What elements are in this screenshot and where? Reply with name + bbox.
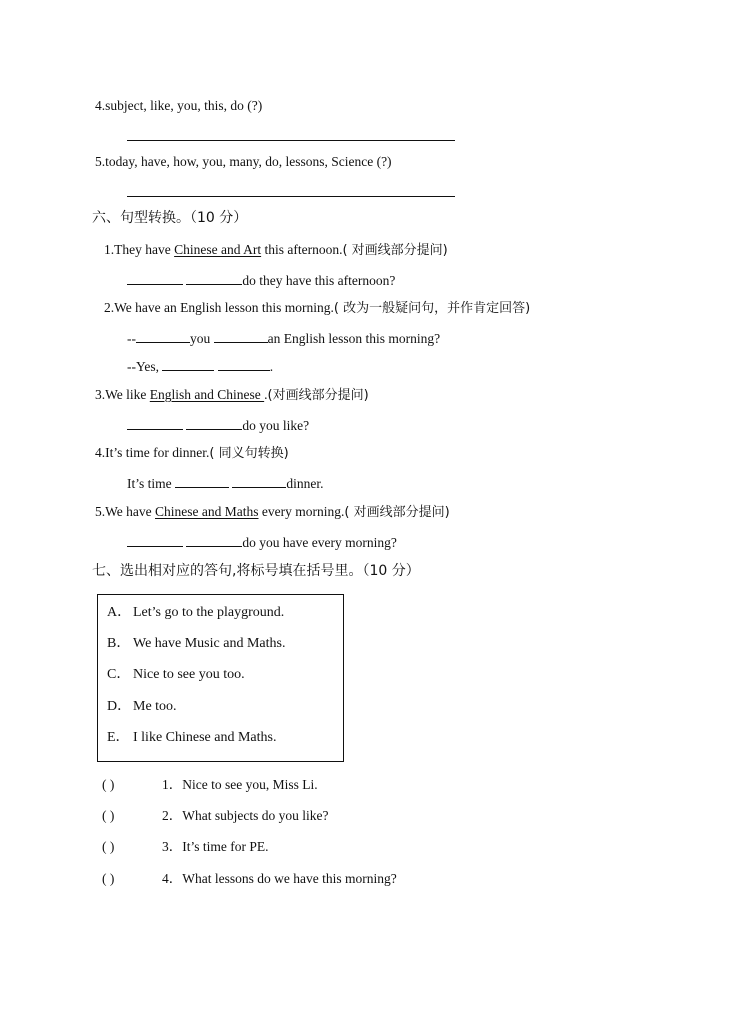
blank[interactable]: [136, 329, 190, 343]
s6-q4: [95, 444, 289, 463]
blank[interactable]: [175, 474, 229, 488]
blank[interactable]: [186, 533, 242, 547]
s6-q5-underlined: Chinese and Maths: [155, 504, 259, 519]
s6-q3-answer: [127, 416, 309, 435]
s6-q3-answer-tail: do you like?: [242, 418, 310, 433]
s6-q1-note: ( 对画线部分提问): [342, 243, 448, 258]
s6-q4-note: ( 同义句转换): [209, 446, 289, 461]
s6-q5-answer: [127, 533, 397, 552]
s6-q4-answer: [127, 474, 324, 493]
option-b: [107, 632, 285, 652]
option-key: C．: [107, 667, 131, 682]
s6-q2-a2-end: .: [269, 359, 274, 374]
option-key: A．: [107, 605, 132, 620]
answer-brackets[interactable]: ( ): [102, 808, 115, 823]
s7-question-text: 4．What lessons do we have this morning?: [162, 871, 397, 886]
s6-q5-post: every morning.: [258, 504, 345, 519]
answer-brackets[interactable]: ( ): [102, 777, 115, 792]
s6-q5-answer-tail: do you have every morning?: [242, 535, 397, 550]
blank[interactable]: [127, 533, 183, 547]
s7-question-2: [102, 807, 328, 825]
s7-question-text: 3．It’s time for PE.: [162, 839, 269, 854]
option-text: Let’s go to the playground.: [133, 605, 285, 620]
s6-q1: [104, 241, 448, 260]
blank[interactable]: [186, 416, 242, 430]
s6-q2: [104, 299, 530, 318]
blank[interactable]: [127, 416, 183, 430]
option-c: [107, 663, 245, 683]
blank[interactable]: [232, 474, 286, 488]
blank[interactable]: [186, 271, 242, 285]
option-a: [107, 601, 284, 621]
s7-question-1: [102, 776, 318, 794]
s6-q4-text: 4.It’s time for dinner.: [95, 445, 210, 460]
s7-question-text: 2．What subjects do you like?: [162, 808, 329, 823]
s6-q1-underlined: Chinese and Art: [174, 242, 262, 257]
option-key: E．: [107, 730, 130, 745]
s7-question-text: 1．Nice to see you, Miss Li.: [162, 777, 318, 792]
s6-q2-answer-1: [127, 329, 440, 348]
section-7-title: 七、选出相对应的答句,将标号填在括号里。（10 分）: [92, 563, 420, 579]
s6-q2-a1-pre: --: [127, 331, 136, 346]
s6-q3: [95, 386, 369, 405]
s6-q2-text: 2.We have an English lesson this morning.: [104, 300, 334, 315]
answer-line-5[interactable]: [127, 196, 455, 197]
blank[interactable]: [214, 329, 268, 343]
option-d: [107, 695, 177, 715]
s6-q1-pre: 1.They have: [104, 242, 175, 257]
answer-line-4[interactable]: [127, 140, 455, 141]
s6-q4-answer-pre: It’s time: [127, 476, 172, 491]
s7-question-3: [102, 838, 269, 856]
s6-q1-post: this afternoon.: [261, 242, 343, 257]
s6-q3-note: (对画线部分提问): [267, 388, 369, 403]
option-text: Me too.: [133, 699, 177, 714]
question-4-words: 4.subject, like, you, this, do (?): [95, 98, 263, 113]
option-text: I like Chinese and Maths.: [133, 730, 277, 745]
s6-q1-answer-tail: do they have this afternoon?: [242, 273, 396, 288]
s6-q2-a1-mid: you: [190, 331, 211, 346]
s6-q5: [95, 503, 450, 522]
blank[interactable]: [218, 357, 270, 371]
option-text: Nice to see you too.: [133, 667, 245, 682]
section-6-title: 六、句型转换。（10 分）: [92, 210, 248, 226]
s6-q5-note: ( 对画线部分提问): [344, 505, 450, 520]
s6-q5-pre: 5.We have: [95, 504, 156, 519]
s6-q2-a1-end: an English lesson this morning?: [267, 331, 441, 346]
option-key: B．: [107, 636, 131, 651]
answer-brackets[interactable]: ( ): [102, 871, 115, 886]
answer-brackets[interactable]: ( ): [102, 839, 115, 854]
s7-question-4: [102, 870, 397, 888]
s6-q3-pre: 3.We like: [95, 387, 150, 402]
s6-q1-answer: [127, 271, 395, 290]
s6-q2-a2-pre: --Yes,: [127, 359, 160, 374]
s6-q4-answer-tail: dinner.: [286, 476, 324, 491]
s6-q3-underlined: English and Chinese: [149, 387, 265, 402]
option-key: D．: [107, 699, 132, 714]
option-text: We have Music and Maths.: [133, 636, 286, 651]
s6-q3-post: .: [264, 387, 268, 402]
blank[interactable]: [127, 271, 183, 285]
question-5-words: 5.today, have, how, you, many, do, lessons, Science (?): [95, 154, 392, 169]
s6-q2-answer-2: [127, 357, 273, 376]
blank[interactable]: [162, 357, 214, 371]
options-box: [97, 594, 344, 762]
option-e: [107, 726, 276, 746]
s6-q2-note: ( 改为一般疑问句，并作肯定回答): [333, 301, 531, 316]
